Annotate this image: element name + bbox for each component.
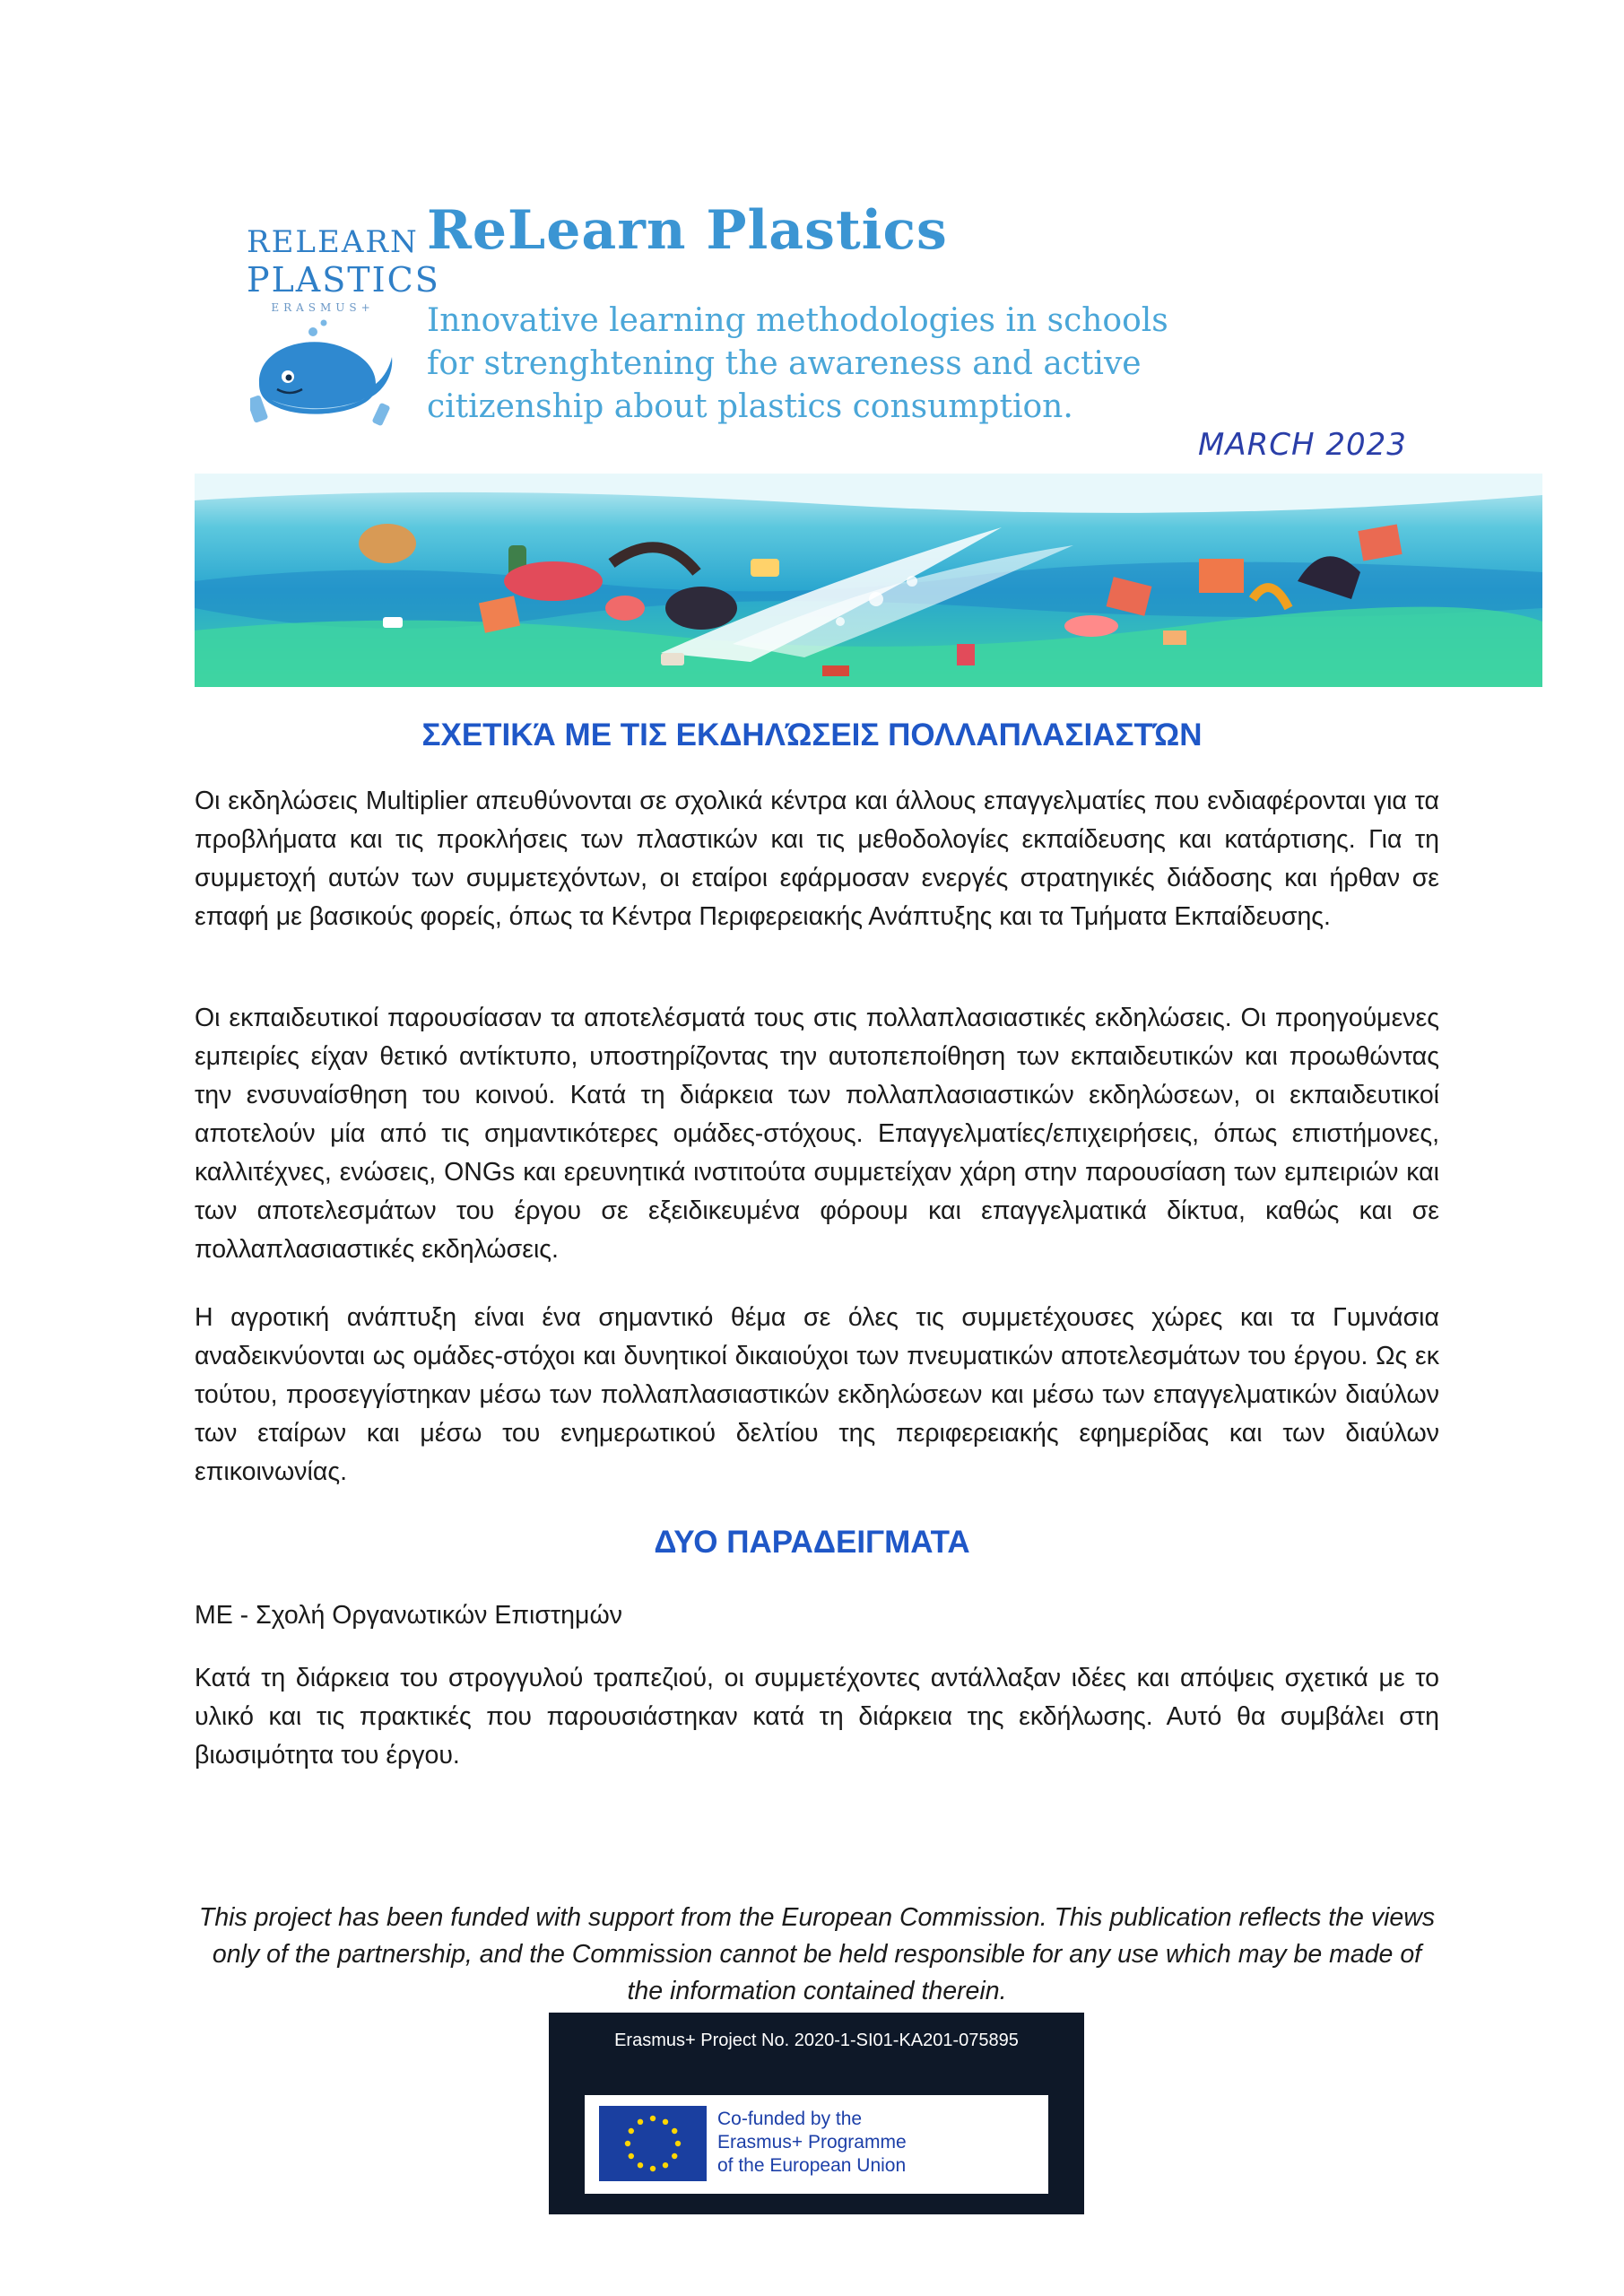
subtitle xyxy=(427,300,1234,429)
section-heading-multiplier-events: ΣΧΕΤΙΚΆ ΜΕ ΤΙΣ ΕΚΔΗΛΏΣΕΙΣ ΠΟΛΛΑΠΛΑΣΙΑΣΤΏΝ xyxy=(421,718,1203,752)
eu-cofunded-line: of the European Union xyxy=(717,2155,907,2176)
eu-cofunded-line: Co-funded by the xyxy=(717,2109,863,2129)
paragraph: Η αγροτική ανάπτυξη είναι ένα σημαντικό θέμα σε όλες τις συμμετέχουσες χώρες και τα Γυμνάσια αναδεικνύονται ως ομάδες-στόχοι και δυνητικοί δικαιούχοι των πνευματικών αποτελεσμάτων του έργου. Ως εκ τούτου, προσεγγίστηκαν μέσω των πολλαπλασιαστικών εκδηλώσεων και μέσω των επαγγελματικών διαύλων των εταίρων και μέσω του ενημερωτικού δελτίου της περιφερειακής εφημερίδας και των διαύλων επικοινωνίας. xyxy=(195,1303,1439,1486)
erasmus-project-number: Erasmus+ Project No. 2020-1-SI01-KA201-075895 xyxy=(614,2031,1019,2050)
eu-flag-icon xyxy=(599,2106,707,2181)
paragraph: Οι εκπαιδευτικοί παρουσίασαν τα αποτελέσματά τους στις πολλαπλασιαστικές εκδηλώσεις. Οι προηγούμενες εμπειρίες είχαν θετικό αντίκτυπο, υποστηρίζοντας την αυτοπεποίθηση των εκπαιδευτικών και προωθώντας την ενσυναίσθηση του κοινού. Κατά τη διάρκεια των πολλαπλασιαστικών εκδηλώσεων, οι εκπαιδευτικοί αποτελούν μία από τις σημαντικότερες ομάδες-στόχους. Επαγγελματίες/επιχειρήσεις, όπως επιστήμονες, καλλιτέχνες, ενώσεις, ONGs και ερευνητικά ινστιτούτα συμμετείχαν χάρη στην παρουσίαση των εμπειριών και των αποτελεσμάτων του έργου σε εξειδικευμένα φόρουμ και επαγγελματικά δίκτυα, καθώς και σε πολλαπλασιαστικές εκδηλώσεις. xyxy=(195,1004,1439,1264)
funding-disclaimer: This project has been funded with support from the European Commission. This publication reflects the views only of the partnership, and the Commission cannot be held responsible for any use which may be made of the information contained therein. xyxy=(198,1903,1436,2005)
section-heading-two-examples: ΔΥΟ ΠΑΡΑΔΕΙΓΜΑΤΑ xyxy=(654,1525,970,1560)
whale-icon xyxy=(250,314,394,430)
eu-cofunded-card xyxy=(585,2095,1048,2194)
eu-cofunded-line: Erasmus+ Programme xyxy=(717,2132,907,2152)
ocean-plastic-illustration xyxy=(195,474,1542,687)
page-title: ReLearn Plastics xyxy=(427,199,948,262)
subtitle-line: Innovative learning methodologies in schools xyxy=(427,302,1168,339)
subtitle-line: for strenghtening the awareness and active xyxy=(427,345,1142,382)
erasmus-funding-box xyxy=(549,2013,1084,2214)
paragraph: Κατά τη διάρκεια του στρογγυλού τραπεζιού, οι συμμετέχοντες αντάλλαξαν ιδέες και απόψεις σχετικά με το υλικό και τις πρακτικές που παρουσιάστηκαν κατά τη διάρκεια της εκδήλωσης. Αυτό θα συμβάλει στη βιωσιμότητα του έργου. xyxy=(195,1664,1439,1770)
logo-line-2: PLASTICS xyxy=(247,260,440,300)
paragraph: Οι εκδηλώσεις Multiplier απευθύνονται σε σχολικά κέντρα και άλλους επαγγελματίες που ενδιαφέρονται για τα προβλήματα και τις προκλήσεις των πλαστικών και τις μεθοδολογίες εκπαίδευσης και κατάρτισης. Για τη συμμετοχή αυτών των συμμετεχόντων, οι εταίροι εφάρμοσαν ενεργές στρατηγικές διάδοσης και ήρθαν σε επαφή με βασικούς φορείς, όπως τα Κέντρα Περιφερειακής Ανάπτυξης και τα Τμήματα Εκπαίδευσης. xyxy=(195,787,1439,931)
subtitle-line: citizenship about plastics consumption. xyxy=(427,388,1073,425)
example-label: ΜΕ - Σχολή Οργανωτικών Επιστημών xyxy=(195,1601,622,1630)
ocean-plastic-banner xyxy=(195,474,1542,687)
eu-cofunded-text xyxy=(717,2108,907,2178)
issue-date: MARCH 2023 xyxy=(1198,427,1407,463)
logo-line-1: RELEARN xyxy=(247,224,419,260)
logo-line-3: ERASMUS+ xyxy=(271,301,375,314)
relearn-plastics-logo xyxy=(247,208,440,432)
